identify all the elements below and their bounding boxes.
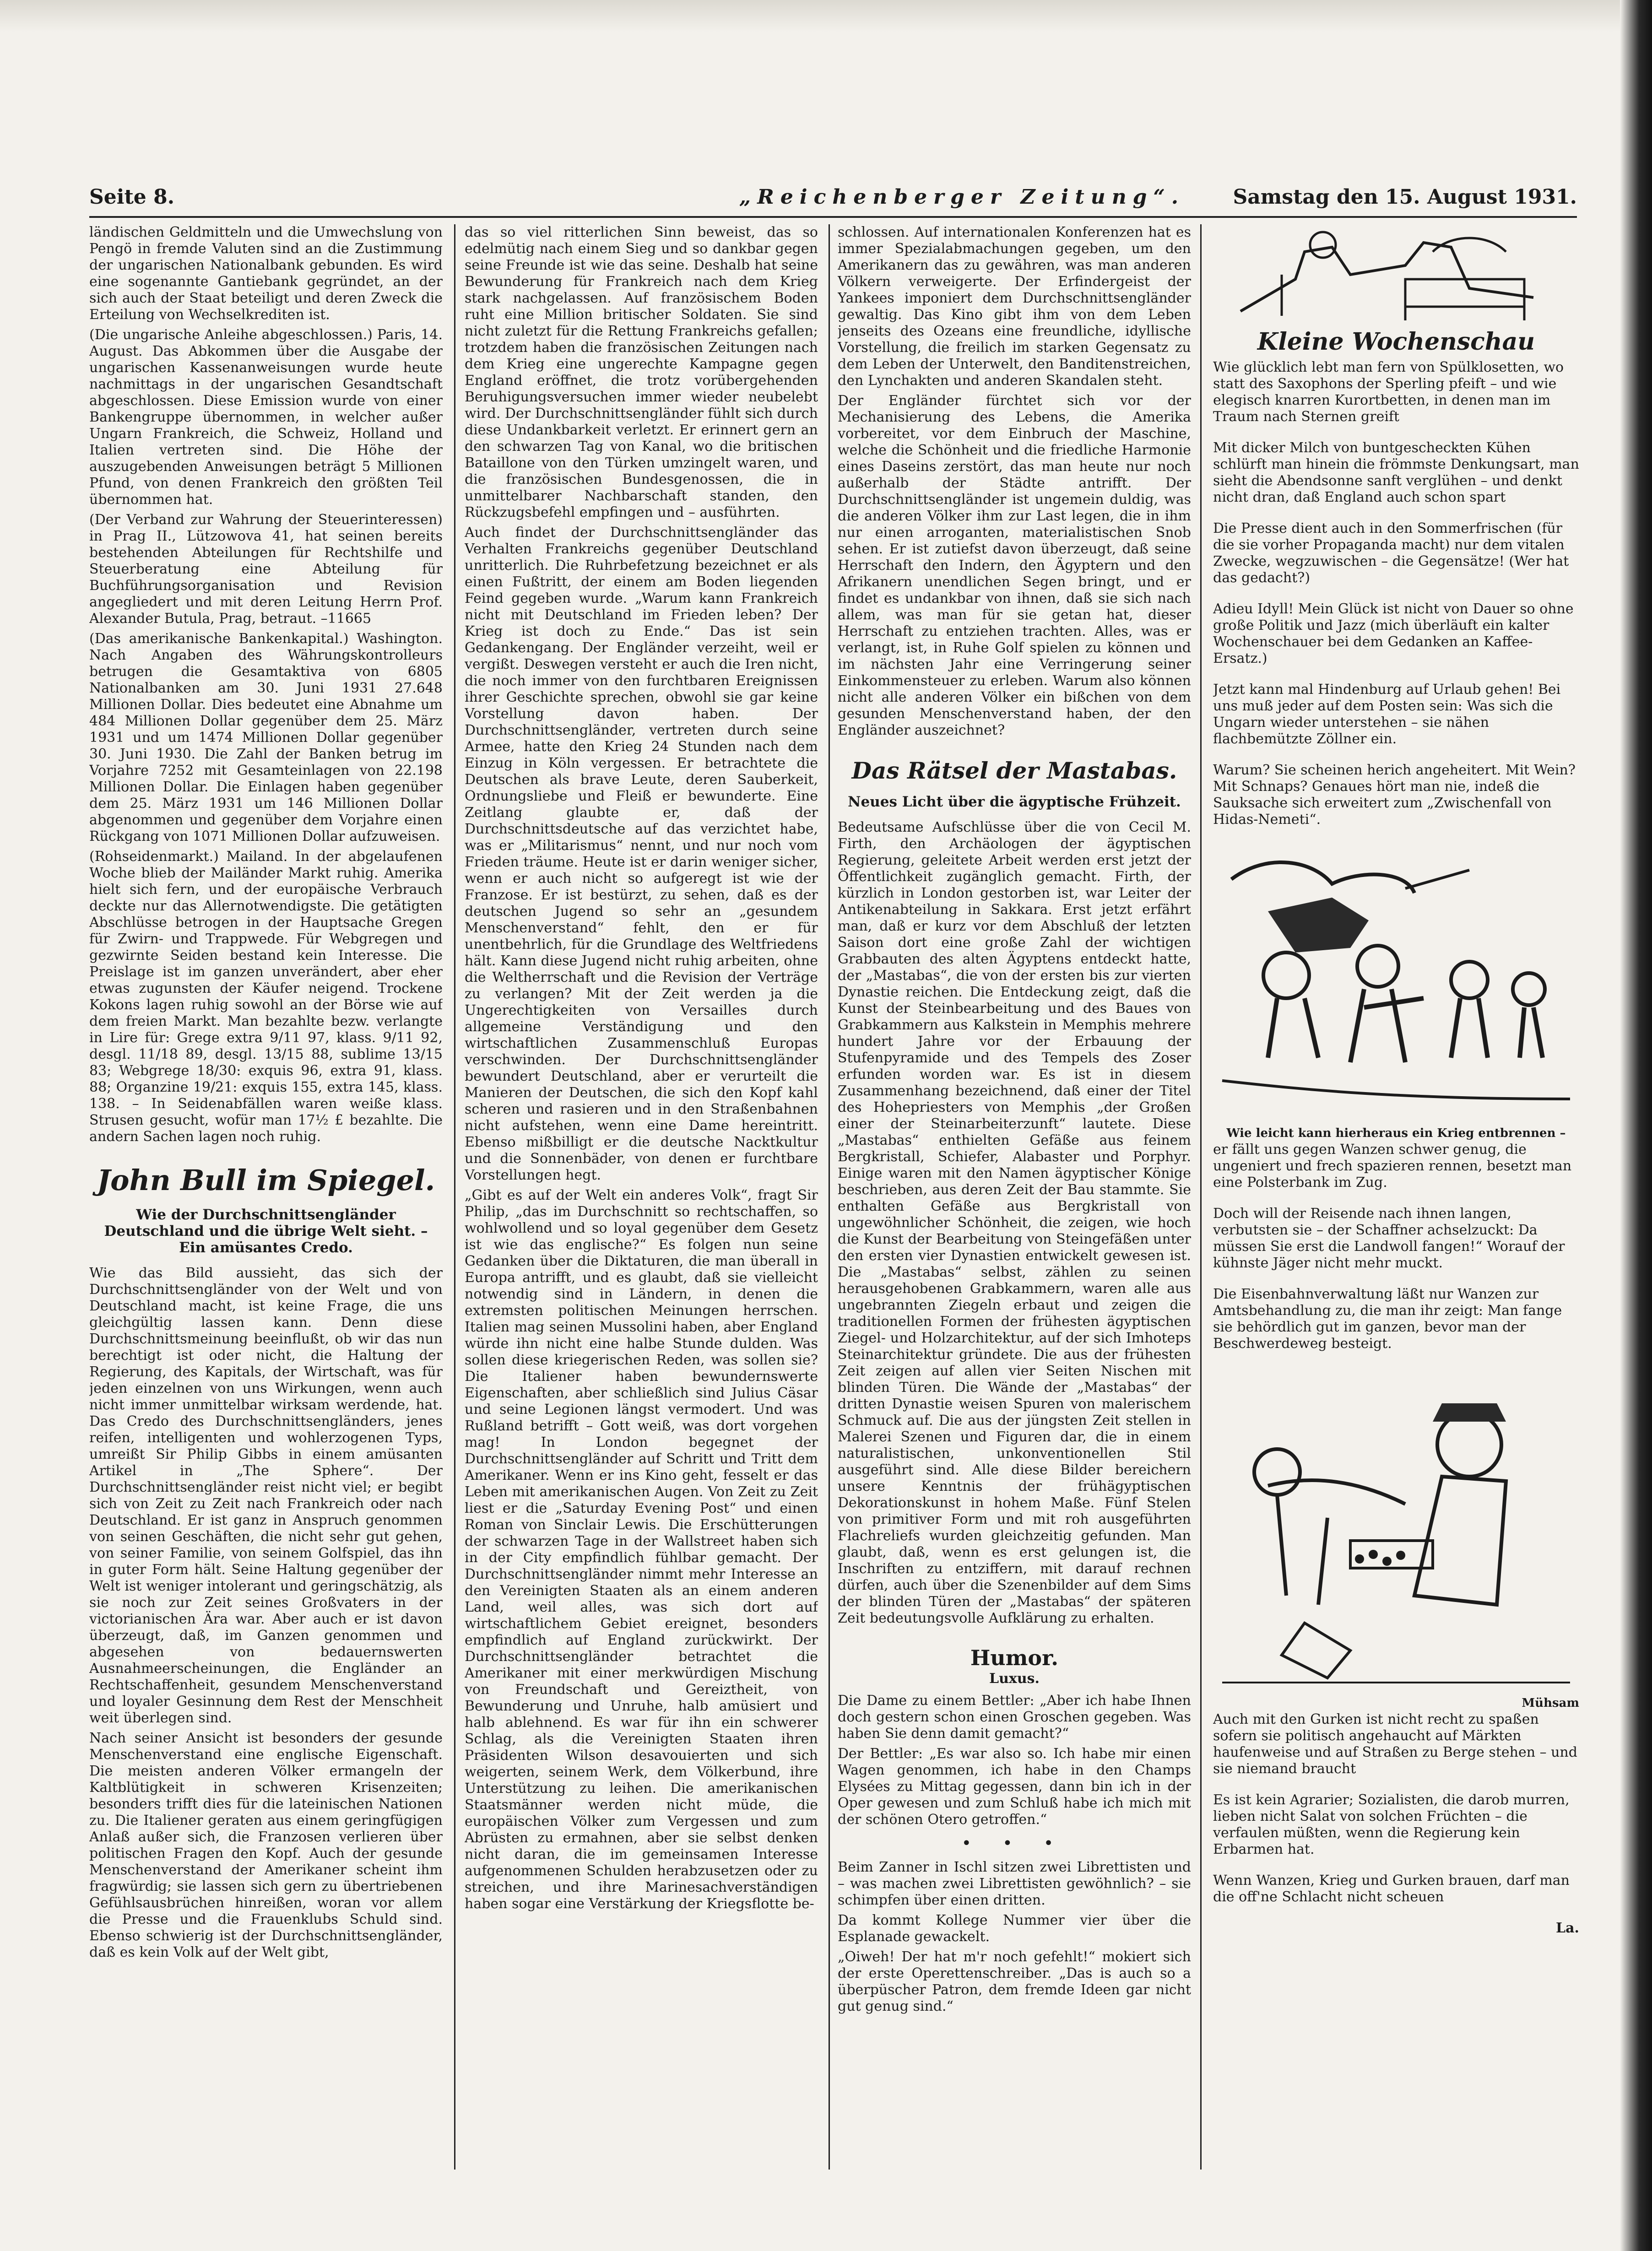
cartoon-desk-illustration (1213, 224, 1579, 330)
humor-paragraph: Die Dame zu einem Bettler: „Aber ich habe Ihnen doch gestern schon einen Groschen gegeben. Was haben Sie denn damit gemacht?“ (838, 1693, 1191, 1742)
article-headline: Das Rätsel der Mastabas. (851, 757, 1177, 784)
column-1 (89, 224, 443, 2170)
article-paragraph: Nach seiner Ansicht ist besonders der gesunde Menschenverstand eine englische Eigenschaft. Die meisten anderen Völker ermangeln der Kaltblütigkeit in schweren Krisenzeiten; besonders trifft dies für die lateinischen Nationen zu. Die Italiener geraten aus einem geringfügigen Anlaß außer sich, die Franzosen verlieren über politischen Fragen den Kopf. Auch der gesunde Menschenverstand der Amerikaner scheint ihm fragwürdig; sie lassen sich gern zu übertriebenen Gefühlsausbrüchen hinreißen, woran vor allem die Presse und die Frauenklubs Schuld sind. Ebenso schwierig ist der Durchschnittsengländer, daß es kein Volk auf der Welt gibt, (89, 1730, 443, 1960)
verse: Die Eisenbahnverwaltung läßt nur Wanzen zur Amtsbehandlung zu, die man ihr zeigt: Man fange sie behördlich gut im ganzen, bevor man der Beschwerdeweg besteigt. (1213, 1286, 1562, 1352)
finance-paragraph: (Das amerikanische Bankenkapital.) Washington. Nach Angaben des Währungskontrolleurs betrugen die Gesamtaktiva von 6805 Nationalbanken am 30. Juni 1931 27.648 Millionen Dollar. Dies bedeutet eine Abnahme um 484 Millionen Dollar gegenüber dem 25. März 1931 und um 1474 Millionen Dollar gegenüber 30. Juni 1930. Die Zahl der Banken betrug im Vorjahre 7252 mit Gesamteinlagen von 22.198 Millionen Dollar. Die Einlagen haben gegenüber dem 25. März 1931 um 146 Millionen Dollar abgenommen und gegenüber dem Vorjahre einen Rückgang von 1071 Millionen Dollar aufzuweisen. (89, 631, 443, 844)
humor-paragraph: „Oiweh! Der hat m'r noch gefehlt!“ mokiert sich der erste Operettenschreiber. „Das is auch so a überpüscher Patron, dem fremde Ideen gar nicht gut genug sind.“ (838, 1949, 1191, 2014)
humor-paragraph: Der Bettler: „Es war also so. Ich habe mir einen Wagen genommen, ich habe in den Champs Elysées zu Mittag gegessen, dann bin ich in der Oper gewesen und zum Schluß habe ich mich mit der schönen Otero getroffen.“ (838, 1746, 1191, 1828)
verse: Jetzt kann mal Hindenburg auf Urlaub gehen! Bei uns muß jeder auf dem Posten sein: Was sich die Ungarn wieder unterstehen – sie nähen flachbemützte Zöllner ein. (1213, 682, 1561, 747)
column-4 (1213, 224, 1579, 2170)
humor-heading: Humor. (970, 1645, 1059, 1670)
article-paragraph: Der Engländer fürchtet sich vor der Mechanisierung des Lebens, die Amerika vorbereitet, vor dem Einbruch der Maschine, welche die Schönheit und die friedliche Harmonie eines Daseins zerstört, das man heute nur noch außerhalb der Städte antrifft. Der Durchschnittsengländer ist ungemein duldig, was die anderen Völker ihm zur Last legen, die in ihm nur einen arroganten, materialistischen Snob sehen. Er ist zutiefst davon überzeugt, daß seine Herrschaft den Indern, den Ägyptern und den Afrikanern unendlichen Segen bringt, und er findet es undankbar von ihnen, daß sie sich nach allem, was man für sie getan hat, dieser Herrschaft zu entziehen trachten. Alles, was er verlangt, ist, in Ruhe Golf spielen zu können und im nächsten Jahr eine Verringerung seiner Einkommensteuer zu erleben. Warum also können nicht alle anderen Völker ein bißchen von dem gesunden Menschenverstand haben, der den Engländer auszeichnet? (838, 393, 1191, 738)
separator-stars: • • • (962, 1835, 1067, 1851)
humor-paragraph: Da kommt Kollege Nummer vier über die Esplanade gewackelt. (838, 1912, 1191, 1945)
article-paragraph: Auch findet der Durchschnittsengländer das Verhalten Frankreichs gegenüber Deutschland unritterlich. Die Ruhrbefetzung bezeichnet er als einen Fußtritt, der einem am Boden liegenden Feind gegeben wurde. „Warum kann Frankreich nicht mit Deutschland im Frieden leben? Der Krieg ist doch zu Ende.“ Das ist sein Gedankengang. Der Engländer verzeiht, weil er vergißt. Deswegen versteht er auch die Iren nicht, die noch immer von den furchtbaren Ereignissen ihrer Geschichte sprechen, obwohl sie gar keine Vorstellung davon haben. Der Durchschnittsengländer, vertreten durch seine Armee, hatte den Krieg 24 Stunden nach dem Einzug in Köln vergessen. Er betrachtete die Deutschen als brave Leute, deren Sauberkeit, Ordnungsliebe und Fleiß er bewunderte. Eine Zeitlang glaubte er, daß der Durchschnittsdeutsche auf das verzichtet habe, was er „Militarismus“ nennt, und nur noch vom Frieden träume. Heute ist er darin weniger sicher, wenn er auch nicht so aufgeregt ist wie der Franzose. Er ist bestürzt, zu sehen, daß es der deutschen Jugend so sehr an „gesundem Menschenverstand“ fehlt, den er für unentbehrlich, für die Grundlage des Weltfriedens hält. Kann diese Jugend nicht ruhig arbeiten, ohne die Weltherrschaft und die Revision der Verträge zu verlangen? Mit der Zeit werden ja die Ungerechtigkeiten von Versailles durch allgemeine Verständigung und den wirtschaftlichen Zusammenschluß Europas verschwinden. Der Durchschnittsengländer bewundert Deutschland, aber er verurteilt die Manieren der Deutschen, die sich den Kopf kahl scheren und rasieren und in den Straßenbahnen nicht aufstehen, wenn eine Dame hereintritt. Ebenso mißbilligt er die deutsche Nacktkultur und die Sonnenbäder, von denen er furchtbare Vorstellungen hegt. (465, 525, 818, 1183)
cartoon-caption: Wie leicht kann hierheraus ein Krieg entbrennen – (1226, 1126, 1566, 1140)
article-paragraph: Bedeutsame Aufschlüsse über die von Cecil M. Firth, den Archäologen der ägyptischen Regierung, geleitete Arbeit werden erst jetzt der Öffentlichkeit zugänglich gemacht. Firth, der kürzlich in London gestorben ist, war Leiter der Antikenabteilung in Sakkara. Erst jetzt erfährt man, daß er kurz vor dem Abschluß der letzten Saison dort eine große Zahl der wichtigen Grabbauten des alten Ägyptens entdeckt hatte, der „Mastabas“, die von der ersten bis zur vierten Dynastie reichen. Die Entdeckung zeigt, daß die Kunst der Steinbearbeitung und des Baues von Grabkammern aus Kalkstein in Memphis mehrere hundert Jahre vor der Erbauung der Stufenpyramide und des Tempels des Zoser erfunden worden war. Es ist in diesem Zusammenhang bezeichnend, daß einer der Titel des Hohepriesters von Memphis „der Großen einer der Steinarbeiterzunft“ lautete. Diese „Mastabas“ enthielten Gefäße aus feinem Bergkristall, Schiefer, Alabaster und Porphyr. Einige waren mit den Namen ägyptischer Könige beschrieben, aus deren Zeit der Bau stammte. Sie enthalten Gefäße aus Bergkristall von ungewöhnlicher Schönheit, die zeigen, wie hoch die Kunst der Bearbeitung von Steingefäßen unter den ersten vier Dynastien entwickelt gewesen ist. Die „Mastabas“ selbst, zählen zu seinen herausgehobenen Grabkammern, waren alle aus ungebrannten Ziegeln erbaut und zeigen die traditionellen Formen der frühesten ägyptischen Ziegel- und Holzarchitektur, auf der sich Imhoteps Steinarchitektur gründete. Die aus der frühesten Zeit zeigen auf allen vier Seiten Nischen mit blinden Türen. Die Wände der „Mastabas“ der dritten Dynastie weisen Spuren von malerischem Schmuck auf. Die aus der jüngsten Zeit stellen in Malerei Szenen und Figuren dar, die in einem naturalistischen, unkonventionellen Stil ausgeführt sind. Alle diese Bilder bereichern unsere Kenntnis der frühägyptischen Dekorationskunst in hohem Maße. Fünf Stelen von primitiver Form und mit roh ausgeführten Flachreliefs wurden gleichzeitig gefunden. Man glaubt, daß, wenn es erst gelungen ist, die Inschriften zu entziffern, mit darauf rechnen dürfen, auch über die Szenenbilder auf dem Sims der blinden Türen der „Mastabas“ der späteren Zeit bedeutungsvolle Aufklärung zu erhalten. (838, 819, 1191, 1626)
column-2 (465, 224, 818, 2170)
article-headline: John Bull im Spiegel. (97, 1163, 435, 1197)
author-signature: La. (1556, 1920, 1579, 1936)
verse: Die Presse dient auch in den Sommerfrischen (für die sie vorher Propaganda macht) nur dem vitalen Zwecke, wegzuwischen – die Gegensätze! (Wer hat das gedacht?) (1213, 520, 1569, 586)
column-divider-1 (454, 224, 455, 2170)
article-paragraph: das so viel ritterlichen Sinn beweist, das so edelmütig nach einem Sieg und so dankbar gegen seine Freunde ist wie das seine. Deshalb hat seine Bewunderung für Frankreich nach dem Krieg stark nachgelassen. Auf französischem Boden ruht eine Million britischer Soldaten. Sie sind nicht zuletzt für die Rettung Frankreichs gefallen; trotzdem haben die französischen Zeitungen nach dem Krieg eine ungerechte Kampagne gegen England eröffnet, die trotz vorübergehenden Beruhigungsversuchen immer wieder neubelebt wird. Der Durchschnittsengländer fühlt sich durch diese Undankbarkeit verletzt. Er erinnert gern an den schwarzen Tag von Kanal, wo die britischen Bataillone von den Türken umzingelt waren, und die französischen Bundesgenossen, die in unmittelbarer Nachbarschaft standen, den Rückzugsbefehl empfingen und – ausführten. (465, 224, 818, 520)
verse: Auch mit den Gurken ist nicht recht zu spaßen sofern sie politisch angehaucht auf Märkten haufenweise und auf Straßen zu Berge stehen – und sie niemand braucht (1213, 1711, 1577, 1777)
verse: Mit dicker Milch von buntgescheckten Kühen schlürft man hinein die frömmste Denkungsart, man sieht die Abendsonne sanft verglühen – und denkt nicht dran, daß England auch schon spart (1213, 440, 1579, 505)
header-rule (89, 216, 1577, 218)
article-paragraph: Wie das Bild aussieht, das sich der Durchschnittsengländer von der Welt und von Deutschland macht, ist keine Frage, die uns gleichgültig lassen kann. Denn diese Durchschnittsmeinung beeinflußt, ob wir das nun berechtigt ist oder nicht, die Haltung der Regierung, des Kapitals, der Wirtschaft, was für jeden einzelnen von uns Wirkungen, wenn auch nicht immer unmittelbar wirksam werdende, hat. Das Credo des Durchschnittsengländers, jenes reifen, intelligenten und wohlerzogenen Typs, umreißt Sir Philip Gibbs in einem amüsanten Artikel in „The Sphere“. Der Durchschnittsengländer reist nicht viel; er begibt sich von Zeit zu Zeit nach Frankreich oder nach Deutschland. Er ist ganz in Anspruch genommen von seinen Geschäften, die nicht sehr gut gehen, von seiner Familie, von seinem Golfspiel, das ihn in guter Form hält. Seine Haltung gegenüber der Welt ist weniger intolerant und geringschätzig, als sie noch zur Zeit seines Großvaters in der victorianischen Ära war. Aber auch er ist davon überzeugt, daß, im Ganzen genommen und abgesehen von bedauernswerten Ausnahmeerscheinungen, die Engländer an Rechtschaffenheit, gesundem Menschenverstand und loyaler Gesinnung dem Rest der Menschheit weit überlegen sind. (89, 1265, 443, 1726)
finance-paragraph: ländischen Geldmitteln und die Umwechslung von Pengö in fremde Valuten sind an die Zustimmung der ungarischen Nationalbank gebunden. Es wird eine sogenannte Gantiebank gegründet, an der sich auch der Staat beteiligt und deren Zweck die Erteilung von Wechselkrediten ist. (89, 224, 443, 323)
article-paragraph: schlossen. Auf internationalen Konferenzen hat es immer Spezialabmachungen gegeben, um den Amerikanern das zu gewähren, was man anderen Völkern verweigerte. Der Erfindergeist der Yankees imponiert dem Durchschnittsengländer gewaltig. Das Kino gibt ihm von dem Leben jenseits des Ozeans eine freundliche, idyllische Vorstellung, die freilich im starken Gegensatz zu dem Leben der Unterwelt, den Banditenstreichen, den Lynchakten und anderen Skandalen steht. (838, 224, 1191, 389)
article-paragraph: „Gibt es auf der Welt ein anderes Volk“, fragt Sir Philip, „das im Durchschnitt so rechtschaffen, so wohlwollend und so loyal gegenüber dem Gesetz ist wie das englische?“ Es folgen nun seine Gedanken über die Diktaturen, die man überall in Europa antrifft, und es glaubt, daß sie vielleicht notwendig sind in Ländern, in denen die extremsten politischen Meinungen herrschen. Italien mag seinen Mussolini haben, aber England würde ihn nicht eine halbe Stunde dulden. Was sollen diese kriegerischen Reden, was sollen sie? Die Italiener haben bewundernswerte Eigenschaften, aber schließlich sind Julius Cäsar und seine Legionen längst vermodert. Und was Rußland betrifft – Gott weiß, was dort vorgehen mag! In London begegnet der Durchschnittsengländer auf Schritt und Tritt dem Amerikaner. Wenn er ins Kino geht, fesselt er das Leben mit amerikanischen Augen. Von Zeit zu Zeit liest er die „Saturday Evening Post“ und einen Roman von Sinclair Lewis. Die Erschütterungen der schwarzen Tage in der Wallstreet haben sich in der City empfindlich fühlbar gemacht. Der Durchschnittsengländer nimmt mehr Interesse an den Vereinigten Staaten als an einem anderen Land, weil alles, was sich dort auf wirtschaftlichem Gebiet ereignet, besonders empfindlich auf England zurückwirkt. Der Durchschnittsengländer betrachtet die Amerikaner mit einer merkwürdigen Mischung von Freundschaft und Gereiztheit, von Bewunderung und Unruhe, halb amüsiert und halb ablehnend. Es war für ihn ein schwerer Schlag, als die Vereinigten Staaten ihren Präsidenten Wilson desavouierten und sich weigerten, seinem Werk, dem Völkerbund, ihre Unterstützung zu leihen. Die amerikanischen Staatsmänner werden nicht müde, die europäischen Völker zum Vergessen und zum Abrüsten zu ermahnen, aber sie selbst denken nicht daran, die im gemeinsamen Interesse aufgenommenen Schulden herabzusetzen oder zu streichen, und ihre Marinesachverständigen haben sogar eine Verstärkung der Kriegsflotte be- (465, 1187, 818, 1912)
verse: Adieu Idyll! Mein Glück ist nicht von Dauer so ohne große Politik und Jazz (mich überläuft ein kalter Wochenschauer bei dem Gedanken an Kaffee-Ersatz.) (1213, 601, 1574, 666)
column-divider-3 (1200, 224, 1202, 2170)
article-subhead: Neues Licht über die ägyptische Frühzeit. (848, 794, 1181, 810)
verse: Warum? Sie scheinen herich angeheitert. Mit Wein? Mit Schnaps? Genaues hört man nie, indeß die Sauksache sich erweitert zum „Zwischenfall von Hidas-Nemeti“. (1213, 762, 1576, 828)
issue-date: Samstag den 15. August 1931. (1233, 185, 1577, 209)
humor-subheading: Luxus. (989, 1671, 1040, 1687)
humor-paragraph: Beim Zanner in Ischl sitzen zwei Librettisten und – was machen zwei Librettisten gewöhnlich? – sie schimpfen über einen dritten. (838, 1859, 1191, 1908)
column-3 (838, 224, 1191, 2170)
finance-paragraph: (Rohseidenmarkt.) Mailand. In der abgelaufenen Woche blieb der Mailänder Markt ruhig. Amerika hielt sich fern, und der europäische Verbrauch deckte nur das Allernotwendigste. Die getätigten Abschlüsse betrogen in der Hauptsache Gregen für Zwirn- und Trappwede. Für Webgregen und gezwirnte Seiden bestand kein Interesse. Die Preislage ist im ganzen unverändert, aber eher etwas zugunsten der Käufer neigend. Trockene Kokons lagen ruhig sowohl an der Börse wie auf dem freien Markt. Man bezahlte bezw. verlangte in Lire für: Grege extra 9/11 97, klass. 9/11 92, desgl. 11/18 89, desgl. 13/15 88, sublime 13/15 83; Webgrege 18/30: exquis 96, extra 91, klass. 88; Organzine 19/21: exquis 155, extra 145, klass. 138. – In Seidenabfällen waren weiße klass. Strusen gesucht, wofür man 17½ £ bezahlte. Die andern Sachen lagen noch ruhig. (89, 849, 443, 1145)
newspaper-title: „Reichenberger Zeitung“. (739, 185, 1185, 209)
verse: Es ist kein Agrarier; Sozialisten, die darob murren, lieben nicht Salat von solchen Früchten – die verfaulen müßten, wenn die Regierung kein Erbarmen hat. (1213, 1792, 1570, 1857)
article-subhead: Wie der Durchschnittsengländer Deutschland und die übrige Welt sieht. – Ein amüsantes Credo. (104, 1207, 428, 1256)
page-header (89, 181, 1577, 213)
cartoon-man-with-coins-illustration (1213, 1367, 1579, 1687)
finance-paragraph: (Der Verband zur Wahrung der Steuerinteressen) in Prag II., Lützowova 41, hat seinen bereits bestehenden Abteilungen für Rechtshilfe und Steuerberatung eine Abteilung für Buchführungsorganisation und Revision angegliedert und mit deren Leitung Herrn Prof. Alexander Butula, Prag, betraut. –11665 (89, 512, 443, 627)
verse: Wie glücklich lebt man fern von Spülklosetten, wo statt des Saxophons der Sperling pfeift – und wie elegisch knarren Kurortbetten, in denen man im Traum nach Sternen greift (1213, 359, 1564, 425)
cartoon-soldiers-illustration (1213, 843, 1579, 1117)
column-divider-2 (829, 224, 830, 2170)
cartoon-signature: Mühsam (1522, 1696, 1579, 1710)
verse: Doch will der Reisende nach ihnen langen, verbutsten sie – der Schaffner achselzuckt: Da müssen Sie erst die Landwoll fangen!“ Worauf der kühnste Jäger nicht mehr muckt. (1213, 1206, 1565, 1271)
scan-border-right (1620, 0, 1652, 2251)
finance-paragraph: (Die ungarische Anleihe abgeschlossen.) Paris, 14. August. Das Abkommen über die Ausgabe der ungarischen Kassenanweisungen wurde heute nachmittags in der ungarischen Gesandtschaft abgeschlossen. Diese Emission wurde von einer Bankengruppe übernommen, in welcher außer Ungarn Frankreich, die Schweiz, Holland und Italien vertreten sind. Die Höhe der auszugebenden Anweisungen beträgt 5 Millionen Pfund, von denen Frankreich den größten Teil übernommen hat. (89, 327, 443, 508)
verse: Wenn Wanzen, Krieg und Gurken brauen, darf man die off'ne Schlacht nicht scheuen (1213, 1872, 1570, 1905)
scan-border-top (0, 0, 1652, 32)
verse: er fällt uns gegen Wanzen schwer genug, die ungeniert und frech spazieren rennen, besetzt man eine Polsterbank im Zug. (1213, 1142, 1572, 1190)
column-title: Kleine Wochenschau (1257, 328, 1535, 356)
page-number: Seite 8. (89, 185, 175, 209)
